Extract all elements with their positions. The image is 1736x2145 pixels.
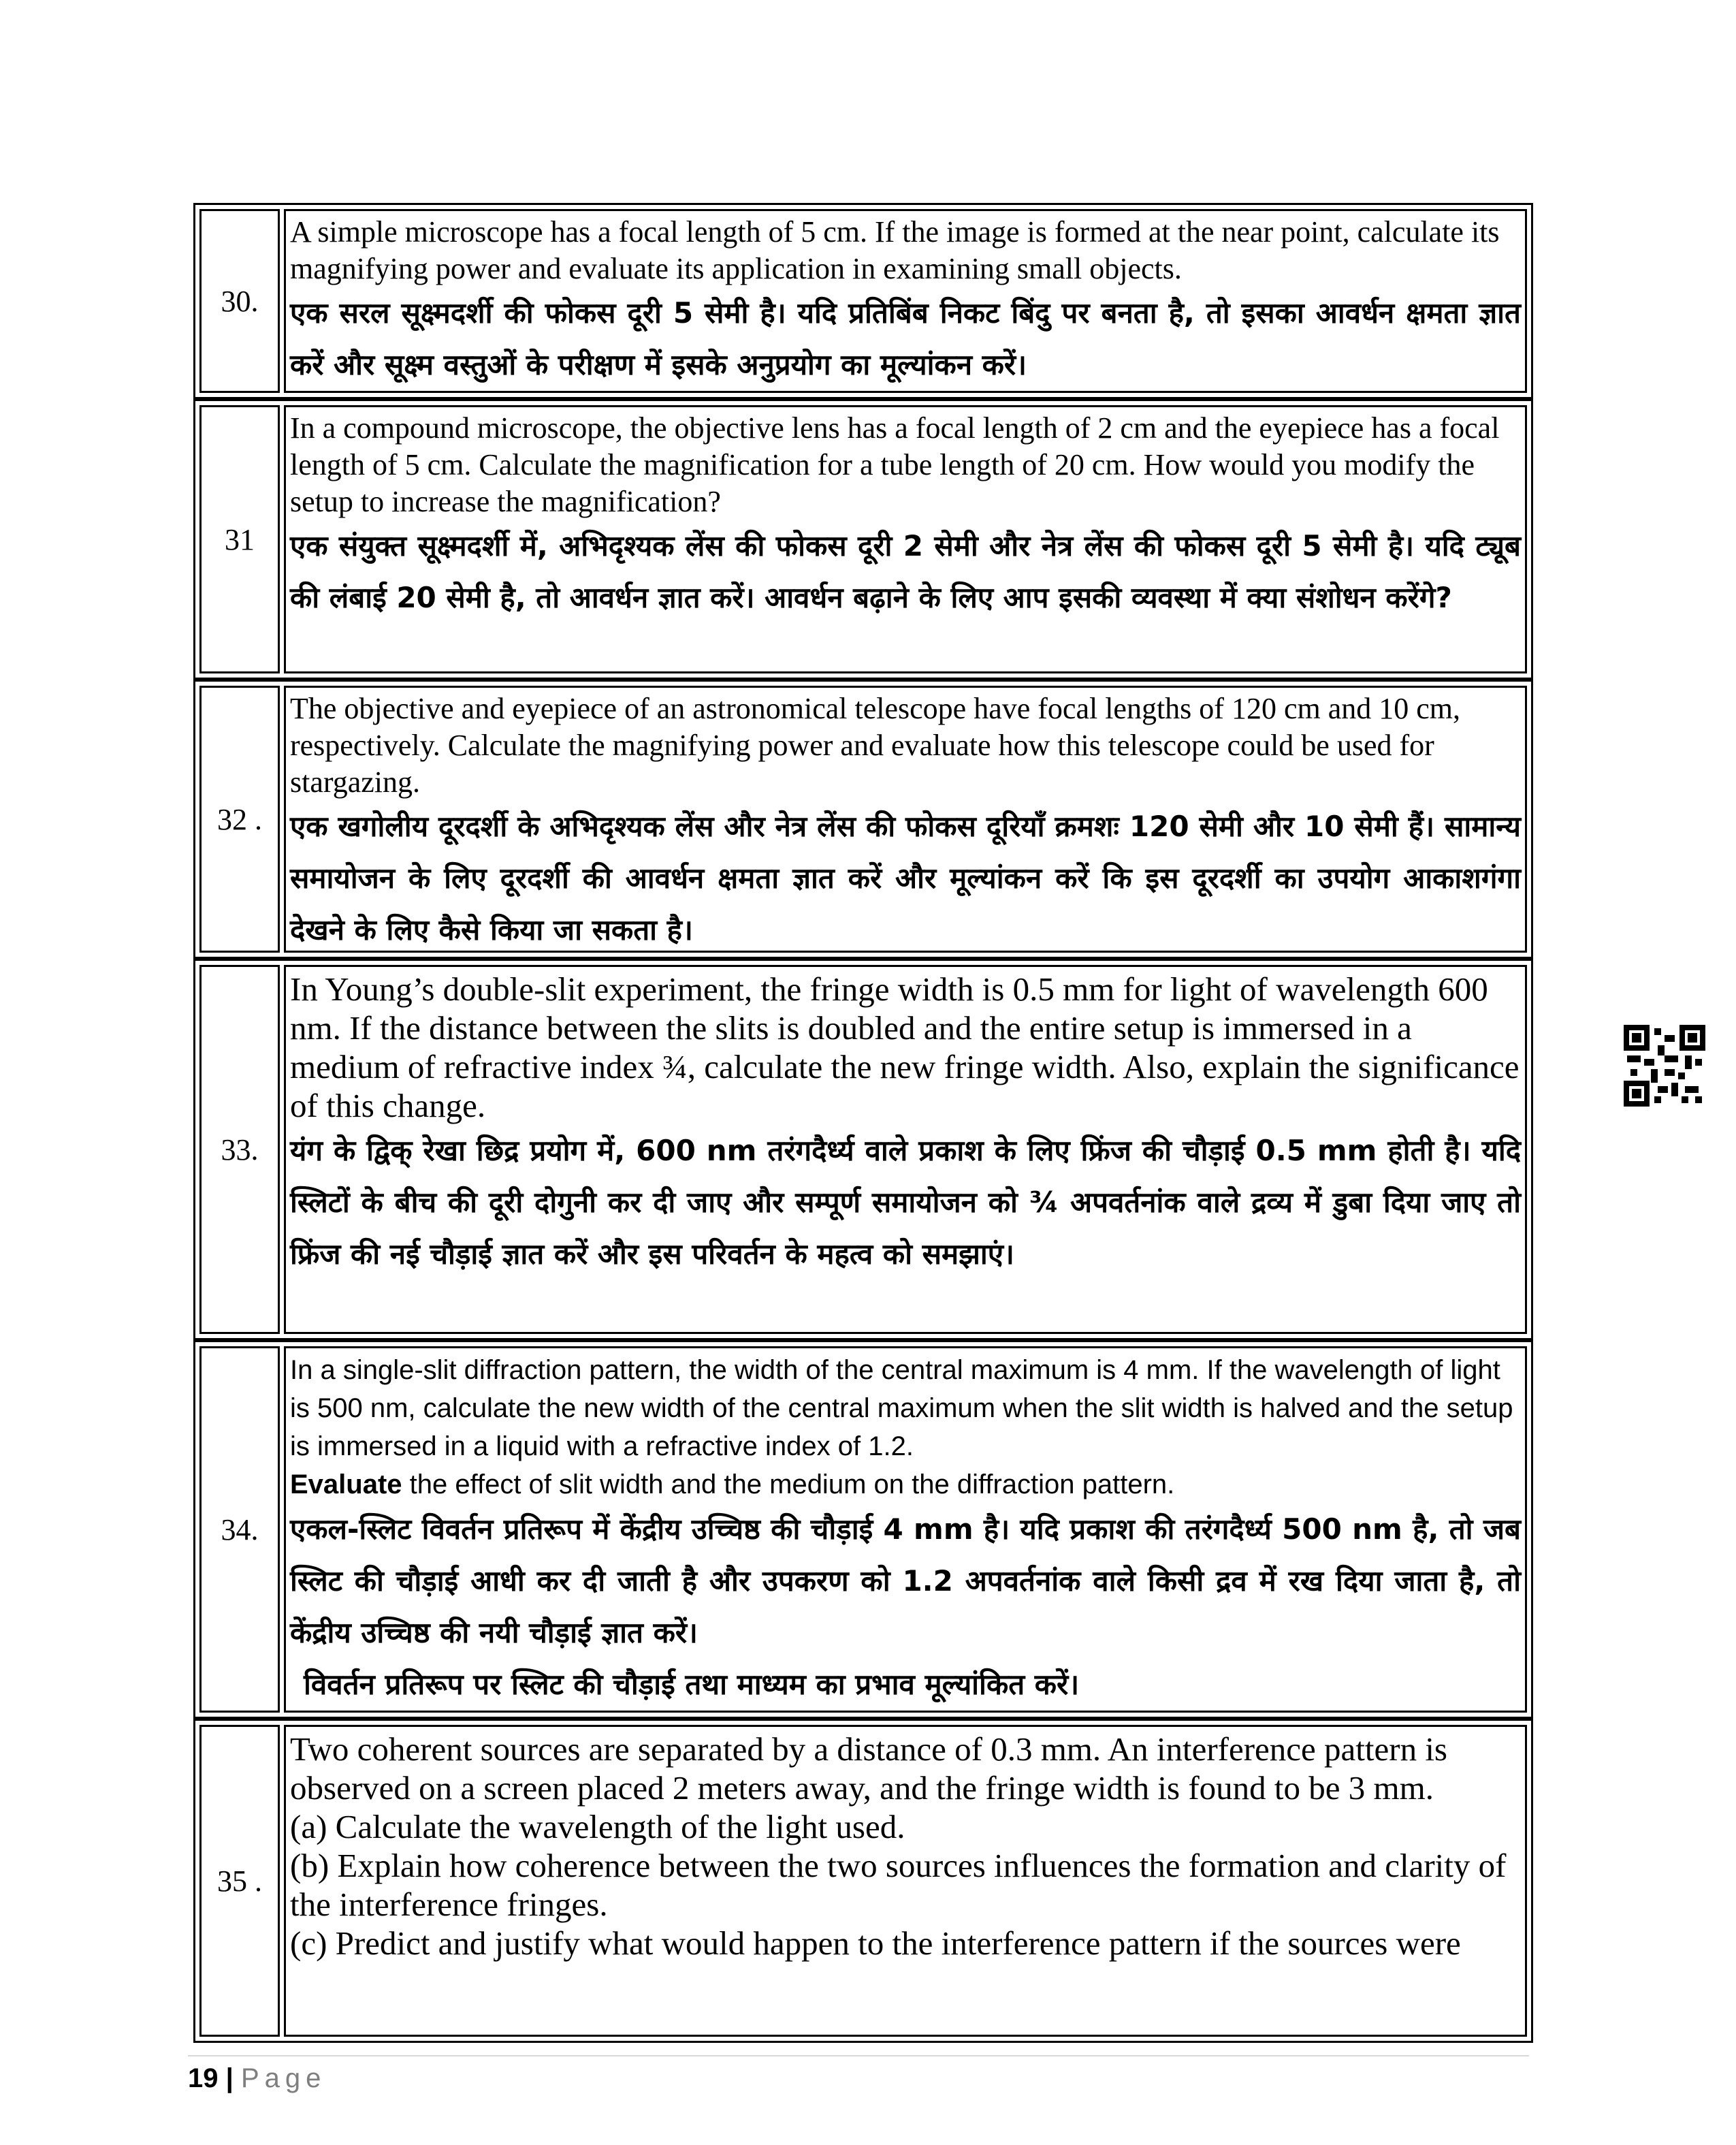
qr-code-icon <box>1624 1025 1705 1107</box>
question-number: 30. <box>199 209 280 393</box>
question-part-c: (c) Predict and justify what would happen to the interference pattern if the sources were <box>290 1924 1461 1962</box>
evaluate-text: the effect of slit width and the medium on the diffraction pattern. <box>402 1469 1175 1499</box>
questions-table <box>193 203 1533 2043</box>
question-hindi: यंग के द्विक् रेखा छिद्र प्रयोग में, 600 nm तरंगदैर्ध्य वाले प्रकाश के लिए फ्रिंज की चौड़ाई 0.5 mm होती है। यदि स्लिटों के बीच की दूरी दोगुनी कर दी जाए और सम्पूर्ण समायोजन को ¾ अपवर्तनांक वाले द्रव्य में डुबा दिया जाए तो फ्रिंज की नई चौड़ाई ज्ञात करें और इस परिवर्तन के महत्व को समझाएं। <box>290 1134 1521 1271</box>
page-footer <box>188 2063 326 2094</box>
question-cell <box>284 1346 1527 1713</box>
question-cell <box>284 209 1527 393</box>
question-row-32 <box>195 682 1531 961</box>
question-cell <box>284 405 1527 673</box>
question-english: A simple microscope has a focal length of 5 cm. If the image is formed at the near point, calculate its magnifying power and evaluate its application in examining small objects. <box>290 215 1500 285</box>
question-cell <box>284 965 1527 1334</box>
page-number: 19 <box>188 2063 219 2093</box>
question-hindi-evaluate: विवर्तन प्रतिरूप पर स्लिट की चौड़ाई तथा माध्यम का प्रभाव मूल्यांकित करें। <box>304 1668 1080 1701</box>
question-hindi: एक संयुक्त सूक्ष्मदर्शी में, अभिदृश्यक लेंस की फोकस दूरी 2 सेमी और नेत्र लेंस की फोकस दूरी 5 सेमी है। यदि ट्यूब की लंबाई 20 सेमी है, तो आवर्धन ज्ञात करें। आवर्धन बढ़ाने के लिए आप इसकी व्यवस्था में क्या संशोधन करेंगे? <box>290 529 1521 614</box>
evaluate-bold: Evaluate <box>290 1469 402 1499</box>
question-number: 32 . <box>199 686 280 953</box>
question-number: 35 . <box>199 1725 280 2037</box>
question-english: In a compound microscope, the objective lens has a focal length of 2 cm and the eyepiece has a focal length of 5 cm. Calculate the magnification for a tube length of 20 cm. How would you modify the setup to increase the magnification? <box>290 411 1500 518</box>
question-english: Two coherent sources are separated by a distance of 0.3 mm. An interference pattern is observed on a screen placed 2 meters away, and the fringe width is found to be 3 mm. <box>290 1730 1447 1807</box>
question-row-34 <box>195 1342 1531 1721</box>
question-hindi: एक सरल सूक्ष्मदर्शी की फोकस दूरी 5 सेमी है। यदि प्रतिबिंब निकट बिंदु पर बनता है, तो इसका आवर्धन क्षमता ज्ञात करें और सूक्ष्म वस्तुओं के परीक्षण में इसके अनुप्रयोग का मूल्यांकन करें। <box>290 296 1521 381</box>
question-cell <box>284 686 1527 953</box>
question-evaluate <box>290 1465 1521 1504</box>
footer-separator: | <box>225 2063 234 2093</box>
question-number: 31 <box>199 405 280 673</box>
question-row-31 <box>195 401 1531 682</box>
question-row-30 <box>195 205 1531 401</box>
question-english: In Young’s double-slit experiment, the fringe width is 0.5 mm for light of wavelength 600 nm. If the distance between the slits is doubled and the entire setup is immersed in a medium of refractive index ¾, calculate the new fringe width. Also, explain the significance of this change. <box>290 970 1520 1124</box>
question-row-35 <box>195 1721 1531 2041</box>
question-hindi: एक खगोलीय दूरदर्शी के अभिदृश्यक लेंस और नेत्र लेंस की फोकस दूरियाँ क्रमशः 120 सेमी और 10 सेमी हैं। सामान्य समायोजन के लिए दूरदर्शी की आवर्धन क्षमता ज्ञात करें और मूल्यांकन करें कि इस दूरदर्शी का उपयोग आकाशगंगा देखने के लिए कैसे किया जा सकता है। <box>290 810 1521 947</box>
question-number: 33. <box>199 965 280 1334</box>
page-label: Page <box>240 2063 327 2093</box>
question-part-a: (a) Calculate the wavelength of the light used. <box>290 1808 905 1845</box>
question-row-33 <box>195 961 1531 1342</box>
question-part-b: (b) Explain how coherence between the two sources influences the formation and clarity of the interference fringes. <box>290 1847 1507 1923</box>
question-english: The objective and eyepiece of an astronomical telescope have focal lengths of 120 cm and 10 cm, respectively. Calculate the magnifying power and evaluate how this telescope could be used for stargazing. <box>290 692 1460 799</box>
footer-divider <box>188 2055 1529 2056</box>
question-english: In a single-slit diffraction pattern, the width of the central maximum is 4 mm. If the wavelength of light is 500 nm, calculate the new width of the central maximum when the slit width is halved and the setup is immersed in a liquid with a refractive index of 1.2. <box>290 1355 1513 1461</box>
question-cell <box>284 1725 1527 2037</box>
question-hindi: एकल-स्लिट विवर्तन प्रतिरूप में केंद्रीय उच्चिष्ठ की चौड़ाई 4 mm है। यदि प्रकाश की तरंगदैर्ध्य 500 nm है, तो जब स्लिट की चौड़ाई आधी कर दी जाती है और उपकरण को 1.2 अपवर्तनांक वाले किसी द्रव में रख दिया जाता है, तो केंद्रीय उच्चिष्ठ की नयी चौड़ाई ज्ञात करें। <box>290 1512 1521 1649</box>
question-number: 34. <box>199 1346 280 1713</box>
